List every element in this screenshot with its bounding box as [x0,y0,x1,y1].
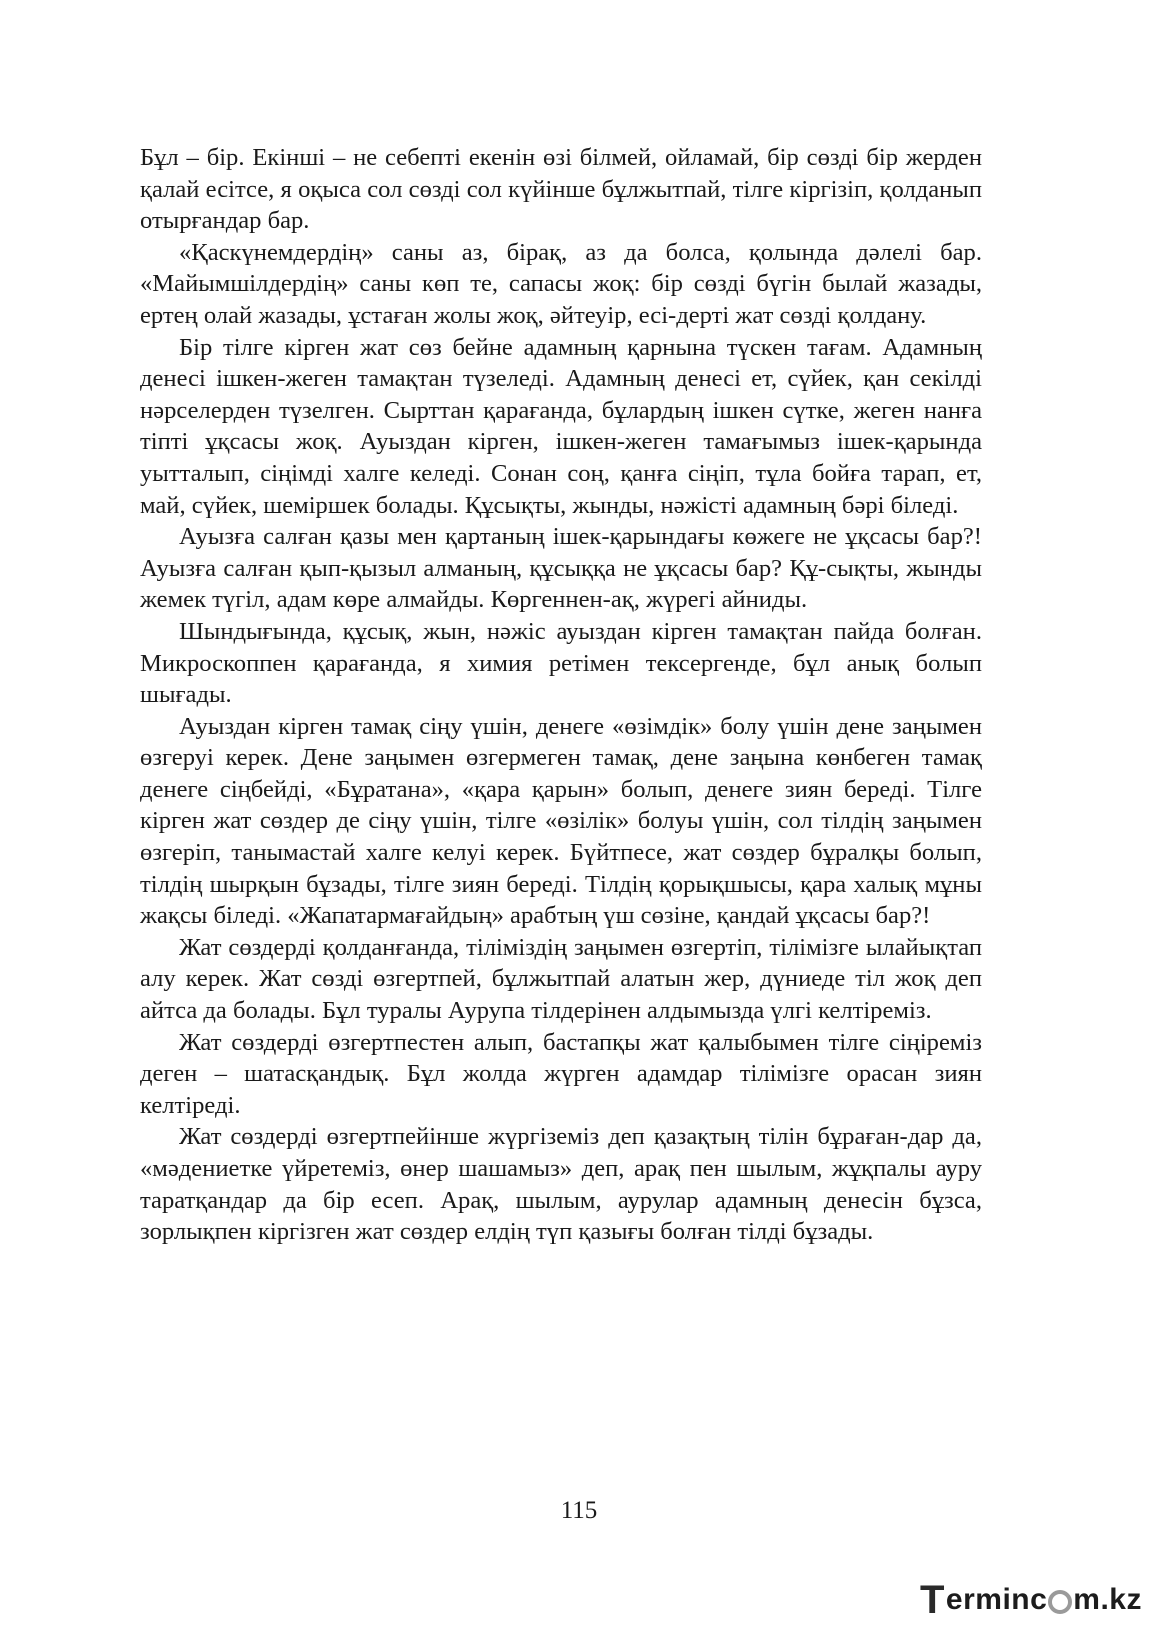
paragraph: Шындығында, құсық, жын, нәжіс ауыздан кірген тамақтан пайда болған. Микроскоппен қарағанда, я химия ретімен тексергенде, бұл анық болып шығады. [140,617,982,709]
page-body [140,142,982,1248]
watermark-letter-t: T [919,1577,945,1622]
watermark-text-start: erminc [945,1583,1048,1616]
paragraph: Жат сөздерді қолданғанда, тіліміздің заңымен өзгертіп, тілімізге ылайықтап алу керек. Жат сөзді өзгертпей, бұлжытпай алатын жер, дүниеде тіл жоқ деп айтса да болады. Бұл туралы Аурупа тілдерінен алдымызда үлгі келтіреміз. [140,933,982,1025]
paragraph: Жат сөздерді өзгертпейінше жүргіземіз деп қазақтың тілін бұраған-дар да, «мәдениетке үйретеміз, өнер шашамыз» деп, арақ пен шылым, жұқпалы ауру таратқандар да бір есеп. Арақ, шылым, аурулар адамның денесін бұзса, зорлықпен кіргізген жат сөздер елдің түп қазығы болған тілді бұзады. [140,1123,982,1246]
paragraph: Бұл – бір. Екінші – не себепті екенін өзі білмей, ойламай, бір сөзді бір жерден қалай есітсе, я оқыса сол сөзді сол күйінше бұлжытпай, тілге кіргізіп, қолданып отырғандар бар. [140,144,982,235]
termincom-watermark-logo [920,1578,1142,1622]
paragraph: Бір тілге кірген жат сөз бейне адамның қарнына түскен тағам. Адамның денесі ішкен-жеген тамақтан түзеледі. Адамның денесі ет, сүйек, қан секілді нәрселерден түзелген. Сырттан қарағанда, бұлардың ішкен сүтке, жеген нанға тіпті ұқсасы жоқ. Ауыздан кірген, ішкен-жеген тамағымыз ішек-қарында уытталып, сіңімді халге келеді. Сонан соң, қанға сіңіп, тұла бойға тарап, ет, май, сүйек, шеміршек болады. Құсықты, жынды, нәжісті адамның бәрі біледі. [140,333,982,519]
paragraph: Ауыздан кірген тамақ сіңу үшін, денеге «өзімдік» болу үшін дене заңымен өзгеруі керек. Дене заңымен өзгермеген тамақ, дене заңына көнбеген тамақ денеге сіңбейді, «Бұратана», «қара қарын» болып, денеге зиян береді. Тілге кірген жат сөздер де сіңу үшін, тілге «өзілік» болуы үшін, сол тілдің заңымен өзгеріп, танымастай халге келуі керек. Бүйтпесе, жат сөздер бұралқы болып, тілдің шырқын бұзады, тілге зиян береді. Тілдің қорықшысы, қара халық мұны жақсы біледі. «Жапатармағайдың» арабтың үш сөзіне, қандай ұқсасы бар?! [140,712,982,930]
watermark-ring-icon [1048,1590,1072,1614]
paragraph: Ауызға салған қазы мен қартаның ішек-қарындағы көжеге не ұқсасы бар?! Ауызға салған қып-қызыл алманың, құсыққа не ұқсасы бар? Құ-сықты, жынды жемек түгіл, адам көре алмайды. Көргеннен-ақ, жүрегі айниды. [140,523,982,614]
paragraph: «Қаскүнемдердің» саны аз, бірақ, аз да болса, қолында дәлелі бар. «Майымшілдердің» саны көп те, сапасы жоқ: бір сөзді бүгін былай жазады, ертең олай жазады, ұстаған жолы жоқ, әйтеуір, есі-дерті жат сөзді қолдану. [140,238,982,329]
paragraph: Жат сөздерді өзгертпестен алып, бастапқы жат қалыбымен тілге сіңіреміз деген – шатасқандық. Бұл жолда жүрген адамдар тілімізге орасан зиян келтіреді. [140,1028,982,1119]
page-number: 115 [560,1497,598,1524]
watermark-text-end: m.kz [1073,1583,1142,1616]
